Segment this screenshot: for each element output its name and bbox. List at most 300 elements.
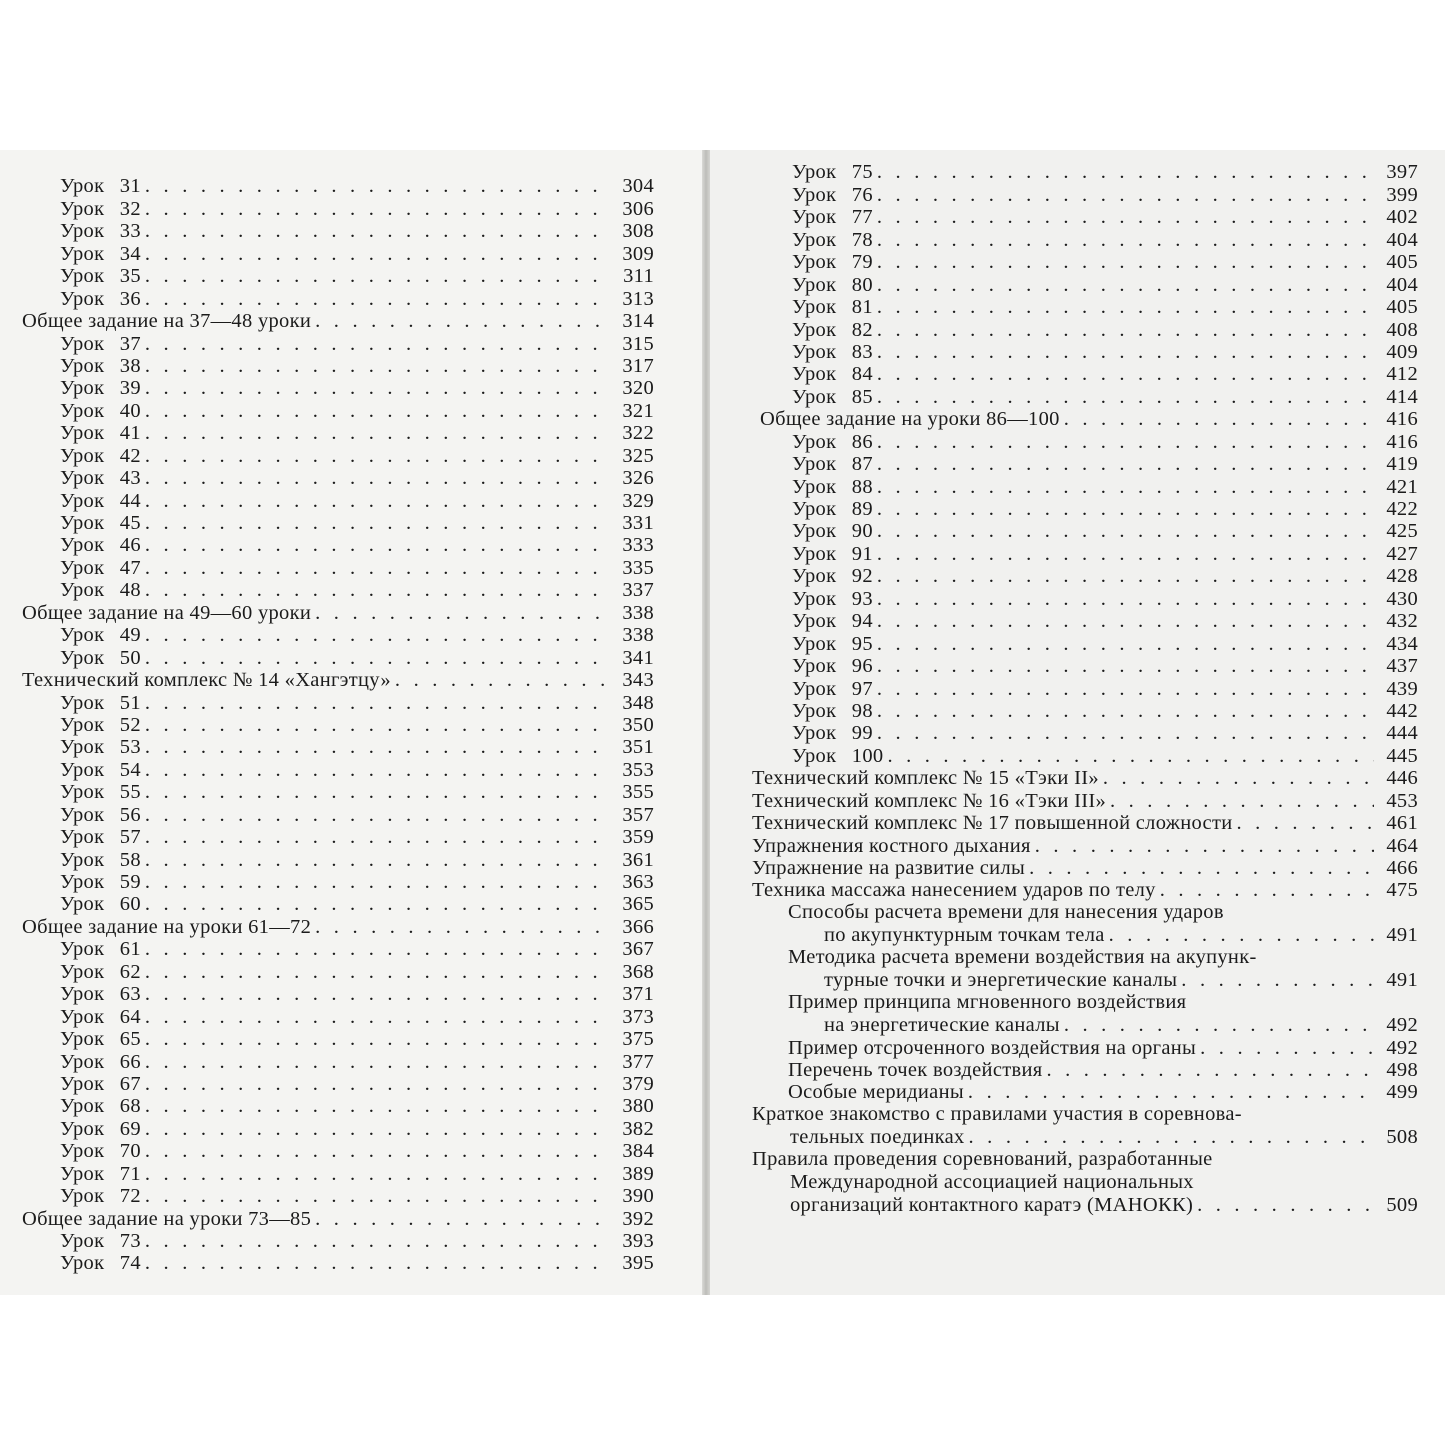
dot-leader xyxy=(1160,879,1374,901)
dot-leader xyxy=(877,296,1374,318)
dot-leader xyxy=(1181,969,1374,991)
dot-leader xyxy=(145,422,610,444)
toc-page-number: 434 xyxy=(1386,632,1418,655)
dot-leader xyxy=(145,736,610,758)
toc-entry-label: Урок 38 xyxy=(60,354,141,377)
toc-page-number: 309 xyxy=(622,242,654,265)
toc-page-number: 422 xyxy=(1386,498,1418,520)
toc-entry[interactable] xyxy=(22,938,654,960)
toc-entry[interactable] xyxy=(22,556,654,578)
dot-leader xyxy=(145,445,610,467)
toc-page-number: 368 xyxy=(622,960,654,983)
toc-page-number: 379 xyxy=(622,1072,654,1095)
toc-entry[interactable] xyxy=(22,1117,654,1139)
toc-page-number: 363 xyxy=(622,871,654,893)
toc-page-number: 404 xyxy=(1386,228,1418,251)
toc-entry[interactable] xyxy=(752,969,1418,991)
toc-page-number: 357 xyxy=(622,803,654,826)
toc-entry[interactable] xyxy=(752,700,1418,722)
toc-entry[interactable] xyxy=(752,453,1418,475)
toc-entry[interactable] xyxy=(22,377,654,399)
toc-entry-label: Урок 48 xyxy=(60,579,141,602)
toc-entry[interactable] xyxy=(752,789,1418,811)
toc-entry-label: Урок 80 xyxy=(792,273,873,296)
toc-entry[interactable] xyxy=(22,422,654,444)
toc-entry[interactable] xyxy=(22,1162,654,1184)
toc-entry[interactable] xyxy=(752,498,1418,520)
dot-leader xyxy=(887,745,1374,767)
dot-leader xyxy=(877,543,1374,565)
toc-page-number: 421 xyxy=(1386,475,1418,498)
toc-entry[interactable] xyxy=(22,803,654,825)
dot-leader xyxy=(877,453,1374,475)
dot-leader xyxy=(145,1185,610,1207)
toc-page-number: 416 xyxy=(1386,408,1418,431)
toc-entry-label: Урок 58 xyxy=(60,848,141,871)
toc-entry[interactable] xyxy=(752,520,1418,542)
toc-entry[interactable] xyxy=(22,197,654,219)
dot-leader xyxy=(145,961,610,983)
toc-entry-label: Урок 52 xyxy=(60,713,141,736)
toc-entry[interactable] xyxy=(22,489,654,511)
dot-leader xyxy=(395,669,610,691)
toc-entry[interactable] xyxy=(22,332,654,354)
dot-leader xyxy=(877,565,1374,587)
toc-entry-label: Урок 44 xyxy=(60,489,141,512)
toc-entry-label: Общее задание на уроки 86—100 xyxy=(760,408,1060,431)
dot-leader xyxy=(145,983,610,1005)
toc-entry[interactable] xyxy=(752,206,1418,228)
toc-entry[interactable] xyxy=(22,1005,654,1027)
toc-entry-label: Урок 77 xyxy=(792,206,873,229)
toc-entry[interactable] xyxy=(22,1028,654,1050)
toc-entry[interactable] xyxy=(22,467,654,489)
toc-entry-label: Урок 59 xyxy=(60,871,141,893)
toc-entry-label: организаций контактного каратэ (МАНОКК) xyxy=(790,1193,1194,1216)
toc-page-number: 405 xyxy=(1386,251,1418,274)
toc-entry[interactable] xyxy=(22,220,654,242)
dot-leader xyxy=(145,1028,610,1050)
toc-entry-label: Урок 46 xyxy=(60,534,141,557)
dot-leader xyxy=(877,678,1374,700)
toc-entry[interactable] xyxy=(22,1073,654,1095)
toc-page-number: 313 xyxy=(622,287,654,310)
dot-leader xyxy=(145,243,610,265)
toc-entry-label: Урок 35 xyxy=(60,265,141,288)
dot-leader xyxy=(968,1081,1374,1103)
toc-entry-label: Урок 51 xyxy=(60,691,141,714)
toc-page-number: 390 xyxy=(622,1185,654,1208)
toc-page-number: 311 xyxy=(623,265,654,288)
toc-entry-label: Урок 98 xyxy=(792,699,873,722)
toc-entry-label: Урок 55 xyxy=(60,781,141,804)
toc-page-number: 453 xyxy=(1386,789,1418,812)
dot-leader xyxy=(969,1126,1374,1148)
dot-leader xyxy=(877,274,1374,296)
toc-entry[interactable] xyxy=(752,542,1418,564)
toc-entry-label-line: Правила проведения соревнований, разработанные xyxy=(752,1148,1213,1171)
toc-entry-label: Урок 64 xyxy=(60,1005,141,1028)
toc-entry-label: Урок 45 xyxy=(60,512,141,534)
toc-entry[interactable] xyxy=(752,273,1418,295)
toc-entry[interactable] xyxy=(22,848,654,870)
toc-page-number: 333 xyxy=(622,534,654,557)
dot-leader xyxy=(145,333,610,355)
toc-entry-label: Урок 91 xyxy=(792,542,873,565)
toc-entry-label: Общее задание на уроки 73—85 xyxy=(22,1207,312,1230)
dot-leader xyxy=(315,602,610,624)
dot-leader xyxy=(145,512,610,534)
toc-entry[interactable] xyxy=(752,722,1418,744)
toc-entry[interactable] xyxy=(22,1207,654,1229)
toc-page-number: 380 xyxy=(622,1095,654,1118)
toc-page-number: 491 xyxy=(1386,969,1418,992)
toc-entry-label-line: Краткое знакомство с правилами участия в соревнова- xyxy=(752,1103,1242,1126)
dot-leader xyxy=(877,610,1374,632)
dot-leader xyxy=(145,220,610,242)
toc-entry[interactable] xyxy=(22,265,654,287)
toc-page-number: 499 xyxy=(1386,1081,1418,1104)
toc-entry[interactable] xyxy=(752,251,1418,273)
toc-entry-label: Урок 40 xyxy=(60,399,141,422)
dot-leader xyxy=(1109,924,1374,946)
toc-entry-label: Перечень точек воздействия xyxy=(788,1058,1043,1081)
toc-page-number: 397 xyxy=(1386,161,1418,184)
dot-leader xyxy=(877,476,1374,498)
dot-leader xyxy=(145,490,610,512)
toc-entry[interactable] xyxy=(752,341,1418,363)
toc-entry-label: Урок 43 xyxy=(60,467,141,490)
book-gutter xyxy=(702,150,710,1295)
dot-leader xyxy=(1110,790,1374,812)
toc-entry[interactable] xyxy=(22,893,654,915)
dot-leader xyxy=(877,386,1374,408)
dot-leader xyxy=(1103,767,1374,789)
toc-entry-label: Урок 86 xyxy=(792,430,873,453)
toc-entry-label: Технический комплекс № 17 повышенной сложности xyxy=(752,812,1233,835)
toc-entry[interactable] xyxy=(22,444,654,466)
toc-entry[interactable] xyxy=(22,512,654,534)
toc-entry[interactable] xyxy=(22,355,654,377)
toc-entry[interactable] xyxy=(752,475,1418,497)
toc-entry[interactable] xyxy=(22,669,654,691)
toc-entry-label: Урок 92 xyxy=(792,565,873,588)
toc-page-number: 475 xyxy=(1386,879,1418,902)
toc-entry-label: Урок 87 xyxy=(792,453,873,476)
toc-entry-label: Технический комплекс № 16 «Тэки III» xyxy=(752,789,1106,812)
dot-leader xyxy=(145,1163,610,1185)
toc-page-number: 404 xyxy=(1386,273,1418,296)
dot-leader xyxy=(145,826,610,848)
toc-entry[interactable] xyxy=(752,1059,1418,1081)
toc-page-number: 384 xyxy=(622,1140,654,1163)
toc-entry[interactable] xyxy=(752,183,1418,205)
toc-entry-label: тельных поединках xyxy=(790,1126,965,1149)
toc-entry-label: Урок 95 xyxy=(792,632,873,655)
dot-leader xyxy=(877,520,1374,542)
toc-entry-label: Урок 62 xyxy=(60,960,141,983)
toc-page-number: 350 xyxy=(622,713,654,736)
toc-entry[interactable] xyxy=(22,1185,654,1207)
toc-page-number: 393 xyxy=(622,1230,654,1252)
toc-page-number: 408 xyxy=(1386,318,1418,341)
toc-entry-label-line: Пример принципа мгновенного воздействия xyxy=(788,991,1187,1014)
toc-page-number: 375 xyxy=(622,1028,654,1051)
dot-leader xyxy=(877,251,1374,273)
toc-entry[interactable] xyxy=(22,624,654,646)
toc-entry-label: Урок 49 xyxy=(60,624,141,647)
toc-entry[interactable] xyxy=(22,242,654,264)
dot-leader xyxy=(145,1073,610,1095)
toc-page-number: 382 xyxy=(622,1117,654,1140)
toc-page-number: 492 xyxy=(1386,1014,1418,1037)
toc-entry-label: Урок 53 xyxy=(60,736,141,759)
toc-entry[interactable] xyxy=(752,385,1418,407)
toc-entry-label-line: Международной ассоциацией национальных xyxy=(790,1170,1194,1193)
toc-page-number: 432 xyxy=(1386,610,1418,633)
toc-page-number: 498 xyxy=(1386,1058,1418,1081)
dot-leader xyxy=(145,893,610,915)
dot-leader xyxy=(877,206,1374,228)
dot-leader xyxy=(145,647,610,669)
toc-page-number: 399 xyxy=(1386,183,1418,206)
toc-entry-label-line: Способы расчета времени для нанесения ударов xyxy=(788,901,1224,924)
dot-leader xyxy=(145,714,610,736)
toc-entry[interactable] xyxy=(752,1036,1418,1058)
toc-page-number: 306 xyxy=(622,197,654,220)
toc-page-number: 405 xyxy=(1386,296,1418,319)
dot-leader xyxy=(877,184,1374,206)
toc-page-number: 320 xyxy=(622,377,654,400)
toc-entry-label: Упражнения костного дыхания xyxy=(752,834,1031,857)
toc-entry[interactable] xyxy=(22,960,654,982)
dot-leader xyxy=(145,1095,610,1117)
toc-entry-label: Урок 97 xyxy=(792,677,873,700)
dot-leader xyxy=(877,431,1374,453)
toc-entry-label: Особые меридианы xyxy=(788,1081,964,1104)
toc-entry[interactable] xyxy=(22,1252,654,1274)
dot-leader xyxy=(1064,408,1374,430)
dot-leader xyxy=(145,938,610,960)
dot-leader xyxy=(145,624,610,646)
toc-entry[interactable] xyxy=(752,430,1418,452)
toc-entry[interactable] xyxy=(22,691,654,713)
toc-entry-label: Пример отсроченного воздействия на органы xyxy=(788,1036,1197,1059)
toc-entry[interactable] xyxy=(22,1230,654,1252)
toc-entry[interactable] xyxy=(22,871,654,893)
toc-entry-label: Урок 75 xyxy=(792,161,873,184)
toc-entry[interactable] xyxy=(752,632,1418,654)
dot-leader xyxy=(1035,835,1374,857)
dot-leader xyxy=(145,265,610,287)
toc-page-number: 412 xyxy=(1386,363,1418,386)
toc-page-number: 326 xyxy=(622,467,654,490)
toc-entry[interactable] xyxy=(22,1140,654,1162)
toc-entry-label: Урок 33 xyxy=(60,220,141,243)
toc-page-number: 341 xyxy=(622,646,654,669)
dot-leader xyxy=(145,1230,610,1252)
toc-page-number: 377 xyxy=(622,1050,654,1073)
toc-page-number: 508 xyxy=(1386,1126,1418,1149)
toc-entry[interactable] xyxy=(22,1050,654,1072)
toc-entry-label: Урок 41 xyxy=(60,422,141,445)
toc-entry[interactable] xyxy=(22,399,654,421)
toc-entry-label: Урок 89 xyxy=(792,498,873,520)
toc-page-number: 509 xyxy=(1386,1193,1418,1216)
toc-entry[interactable] xyxy=(752,812,1418,834)
dot-leader xyxy=(145,781,610,803)
toc-entry[interactable] xyxy=(22,781,654,803)
dot-leader xyxy=(877,498,1374,520)
toc-entry[interactable] xyxy=(752,161,1418,183)
toc-entry-label: по акупунктурным точкам тела xyxy=(824,924,1105,947)
toc-entry[interactable] xyxy=(752,228,1418,250)
dot-leader xyxy=(1236,812,1374,834)
toc-entry-label: Урок 93 xyxy=(792,587,873,610)
toc-entry[interactable] xyxy=(752,296,1418,318)
toc-entry[interactable] xyxy=(752,1014,1418,1036)
toc-page-number: 366 xyxy=(622,915,654,938)
toc-page-number: 304 xyxy=(622,175,654,198)
toc-page-number: 348 xyxy=(622,691,654,714)
toc-entry[interactable] xyxy=(22,579,654,601)
toc-entry[interactable] xyxy=(22,758,654,780)
toc-entry-label: Урок 57 xyxy=(60,826,141,849)
toc-page-number: 425 xyxy=(1386,520,1418,543)
dot-leader xyxy=(145,467,610,489)
toc-entry-label: Урок 34 xyxy=(60,242,141,265)
toc-entry[interactable] xyxy=(22,534,654,556)
toc-page-number: 466 xyxy=(1386,857,1418,879)
toc-entry[interactable] xyxy=(752,1193,1418,1215)
toc-page-number: 445 xyxy=(1386,744,1418,767)
toc-entry-label: Урок 67 xyxy=(60,1072,141,1095)
dot-leader xyxy=(877,161,1374,183)
toc-page-number: 461 xyxy=(1386,812,1418,835)
toc-page-number: 308 xyxy=(622,220,654,243)
toc-page-number: 392 xyxy=(622,1207,654,1230)
toc-entry-label: Урок 99 xyxy=(792,722,873,745)
toc-entry-label: Урок 79 xyxy=(792,251,873,274)
toc-entry[interactable] xyxy=(22,1095,654,1117)
toc-page-number: 365 xyxy=(622,893,654,916)
toc-entry[interactable] xyxy=(752,363,1418,385)
toc-page-number: 373 xyxy=(622,1005,654,1028)
toc-entry[interactable] xyxy=(22,175,654,197)
toc-entry[interactable] xyxy=(22,915,654,937)
toc-entry[interactable] xyxy=(752,924,1418,946)
toc-entry[interactable] xyxy=(752,834,1418,856)
toc-entry[interactable] xyxy=(752,744,1418,766)
dot-leader xyxy=(145,377,610,399)
toc-entry[interactable] xyxy=(752,857,1418,879)
toc-page-number: 419 xyxy=(1386,453,1418,476)
dot-leader xyxy=(145,1006,610,1028)
toc-entry-label: Урок 31 xyxy=(60,175,141,198)
toc-entry[interactable] xyxy=(752,565,1418,587)
toc-page-number: 335 xyxy=(622,556,654,579)
toc-entry-label: Урок 63 xyxy=(60,983,141,1006)
toc-entry[interactable] xyxy=(752,655,1418,677)
toc-entry-label: Урок 54 xyxy=(60,758,141,781)
toc-page-number: 371 xyxy=(622,983,654,1006)
toc-entry-label: Урок 56 xyxy=(60,803,141,826)
toc-entry[interactable] xyxy=(752,767,1418,789)
toc-entry[interactable] xyxy=(22,601,654,623)
toc-entry[interactable] xyxy=(752,1081,1418,1103)
dot-leader xyxy=(145,1118,610,1140)
toc-entry[interactable] xyxy=(22,287,654,309)
dot-leader xyxy=(145,400,610,422)
toc-page-number: 444 xyxy=(1386,722,1418,745)
toc-entry[interactable] xyxy=(22,714,654,736)
toc-entry[interactable] xyxy=(752,587,1418,609)
toc-page-number: 414 xyxy=(1386,385,1418,408)
toc-page-number: 464 xyxy=(1386,834,1418,857)
dot-leader xyxy=(145,1140,610,1162)
toc-entry[interactable] xyxy=(22,736,654,758)
toc-entry-label: Урок 37 xyxy=(60,332,141,355)
dot-leader xyxy=(145,849,610,871)
toc-page-number: 395 xyxy=(622,1252,654,1275)
toc-entry[interactable] xyxy=(22,983,654,1005)
toc-entry[interactable] xyxy=(752,318,1418,340)
toc-entry[interactable] xyxy=(22,310,654,332)
toc-page-number: 442 xyxy=(1386,699,1418,722)
toc-page-number: 367 xyxy=(622,938,654,961)
toc-entry[interactable] xyxy=(22,646,654,668)
toc-entry-label: Урок 66 xyxy=(60,1050,141,1073)
toc-entry-label: Урок 76 xyxy=(792,183,873,206)
toc-entry-label: Урок 83 xyxy=(792,340,873,363)
dot-leader xyxy=(877,700,1374,722)
toc-entry[interactable] xyxy=(752,1126,1418,1148)
toc-page-number: 428 xyxy=(1386,565,1418,588)
toc-page-number: 439 xyxy=(1386,677,1418,700)
toc-entry-label: Урок 60 xyxy=(60,893,141,916)
toc-entry-label: на энергетические каналы xyxy=(824,1014,1060,1037)
toc-entry[interactable] xyxy=(752,610,1418,632)
toc-page-number: 437 xyxy=(1386,655,1418,678)
toc-entry-label: Урок 70 xyxy=(60,1140,141,1163)
dot-leader xyxy=(877,363,1374,385)
toc-page-number: 491 xyxy=(1386,924,1418,947)
toc-entry-label: Урок 69 xyxy=(60,1117,141,1140)
toc-entry-label: Урок 72 xyxy=(60,1185,141,1208)
toc-entry[interactable] xyxy=(22,826,654,848)
toc-entry[interactable] xyxy=(752,408,1418,430)
toc-entry-label-line: Методика расчета времени воздействия на акупунк- xyxy=(788,946,1257,969)
dot-leader xyxy=(145,579,610,601)
toc-page-number: 361 xyxy=(622,848,654,871)
toc-entry-label: Урок 47 xyxy=(60,556,141,579)
toc-entry[interactable] xyxy=(752,677,1418,699)
dot-leader xyxy=(1046,1059,1374,1081)
toc-entry-label: Технический комплекс № 14 «Хангэтцу» xyxy=(22,669,391,692)
toc-entry-label: Урок 65 xyxy=(60,1028,141,1051)
toc-entry-label: Урок 71 xyxy=(60,1162,141,1185)
toc-page-number: 351 xyxy=(622,736,654,759)
toc-entry[interactable] xyxy=(752,879,1418,901)
toc-entry-label: Урок 81 xyxy=(792,296,873,319)
dot-leader xyxy=(145,557,610,579)
toc-entry-label: Технический комплекс № 15 «Тэки II» xyxy=(752,767,1099,790)
toc-page-number: 321 xyxy=(622,399,654,422)
dot-leader xyxy=(145,534,610,556)
dot-leader xyxy=(877,229,1374,251)
dot-leader xyxy=(145,759,610,781)
toc-page-number: 343 xyxy=(622,669,654,692)
